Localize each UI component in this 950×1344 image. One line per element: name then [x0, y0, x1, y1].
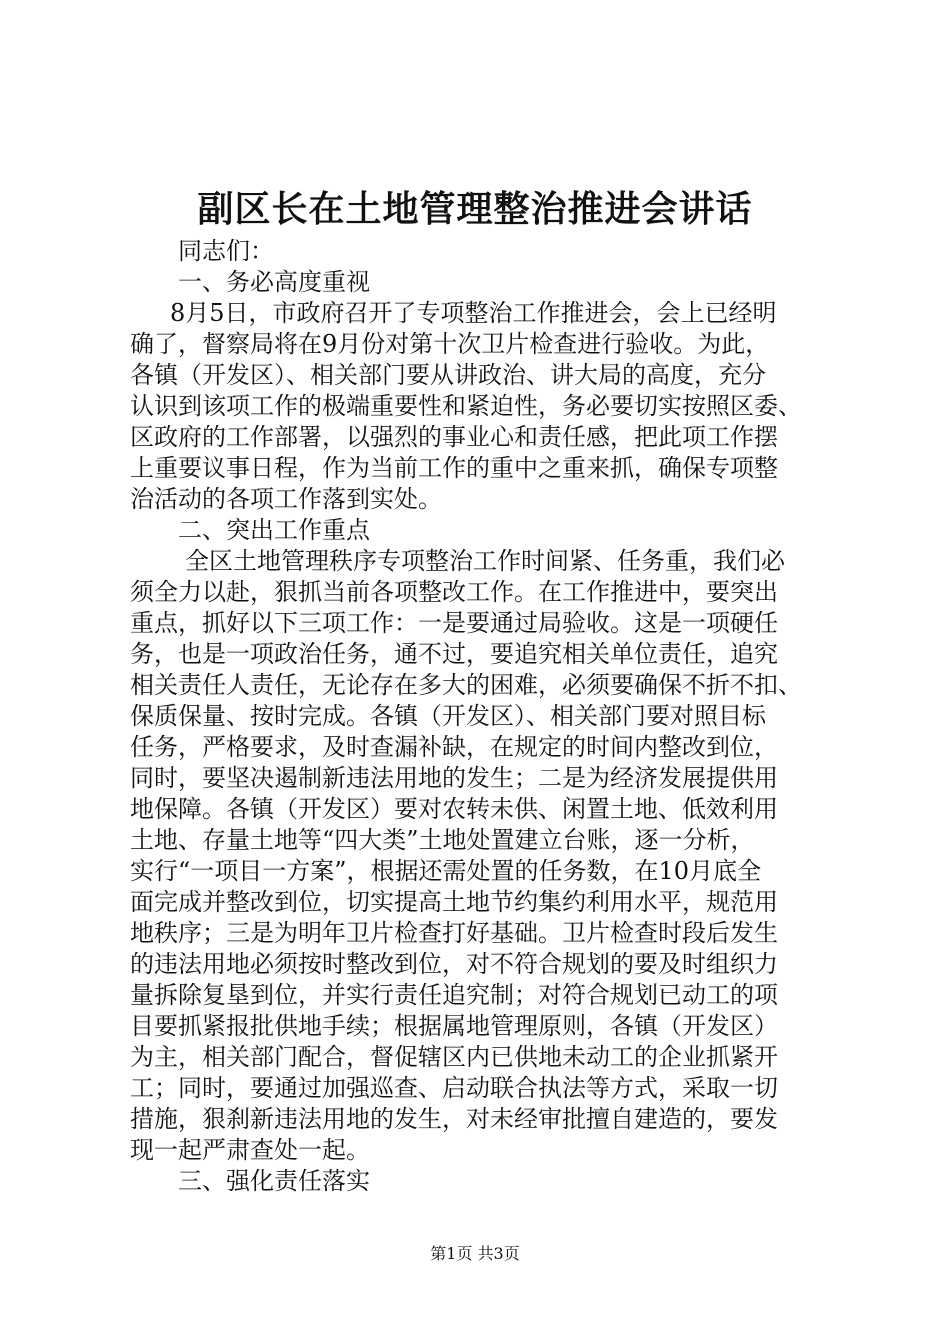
paragraph-line: 二、突出工作重点	[178, 516, 370, 544]
paragraph-line: 务，也是一项政治任务，通不过，要追究相关单位责任，追究	[130, 640, 778, 668]
paragraph-line: 工；同时，要通过加强巡查、启动联合执法等方式，采取一切	[130, 1074, 778, 1102]
paragraph-line: 措施，狠刹新违法用地的发生，对未经审批擅自建造的，要发	[130, 1105, 778, 1133]
document-body	[130, 236, 830, 1197]
paragraph-line: 为主，相关部门配合，督促辖区内已供地未动工的企业抓紧开	[130, 1043, 778, 1071]
page-footer: 第1页 共3页	[430, 1244, 520, 1263]
paragraph-line: 治活动的各项工作落到实处。	[130, 485, 442, 513]
paragraph-line: 土地、存量土地等“四大类”土地处置建立台账，逐一分析，	[130, 826, 755, 854]
paragraph-line: 实行“一项目一方案”，根据还需处置的任务数，在10月底全	[130, 857, 762, 885]
paragraph-line: 区政府的工作部署，以强烈的事业心和责任感，把此项工作摆	[130, 423, 778, 451]
paragraph-line: 须全力以赴，狠抓当前各项整改工作。在工作推进中，要突出	[130, 578, 778, 606]
paragraph-line: 的违法用地必须按时整改到位，对不符合规划的要及时组织力	[130, 950, 778, 978]
paragraph-line: 各镇（开发区）、相关部门要从讲政治、讲大局的高度，充分	[130, 361, 766, 389]
paragraph-line: 量拆除复垦到位，并实行责任追究制；对符合规划已动工的项	[130, 981, 778, 1009]
paragraph-line: 地保障。各镇（开发区）要对农转未供、闲置土地、低效利用	[130, 795, 778, 823]
paragraph-line: 8月5日，市政府召开了专项整治工作推进会，会上已经明	[170, 299, 777, 327]
paragraph-line: 同志们：	[178, 237, 274, 265]
paragraph-line: 认识到该项工作的极端重要性和紧迫性，务必要切实按照区委、	[130, 392, 802, 420]
paragraph-line: 目要抓紧报批供地手续；根据属地管理原则，各镇（开发区）	[130, 1012, 778, 1040]
paragraph-line: 面完成并整改到位，切实提高土地节约集约利用水平，规范用	[130, 888, 778, 916]
paragraph-line: 上重要议事日程，作为当前工作的重中之重来抓，确保专项整	[130, 454, 778, 482]
paragraph-line: 一、务必高度重视	[178, 268, 370, 296]
document-title: 副区长在土地管理整治推进会讲话	[197, 188, 753, 230]
paragraph-line: 确了，督察局将在9月份对第十次卫片检查进行验收。为此，	[130, 330, 770, 358]
paragraph-line: 现一起严肃查处一起。	[130, 1136, 370, 1164]
paragraph-line: 保质保量、按时完成。各镇（开发区）、相关部门要对照目标	[130, 702, 766, 730]
paragraph-line: 重点，抓好以下三项工作：一是要通过局验收。这是一项硬任	[130, 609, 778, 637]
paragraph-line: 全区土地管理秩序专项整治工作时间紧、任务重，我们必	[185, 547, 785, 575]
paragraph-line: 任务，严格要求，及时查漏补缺，在规定的时间内整改到位，	[130, 733, 778, 761]
paragraph-line: 同时，要坚决遏制新违法用地的发生；二是为经济发展提供用	[130, 764, 778, 792]
paragraph-line: 三、强化责任落实	[178, 1167, 370, 1195]
paragraph-line: 地秩序；三是为明年卫片检查打好基础。卫片检查时段后发生	[130, 919, 778, 947]
paragraph-line: 相关责任人责任，无论存在多大的困难，必须要确保不折不扣、	[130, 671, 802, 699]
